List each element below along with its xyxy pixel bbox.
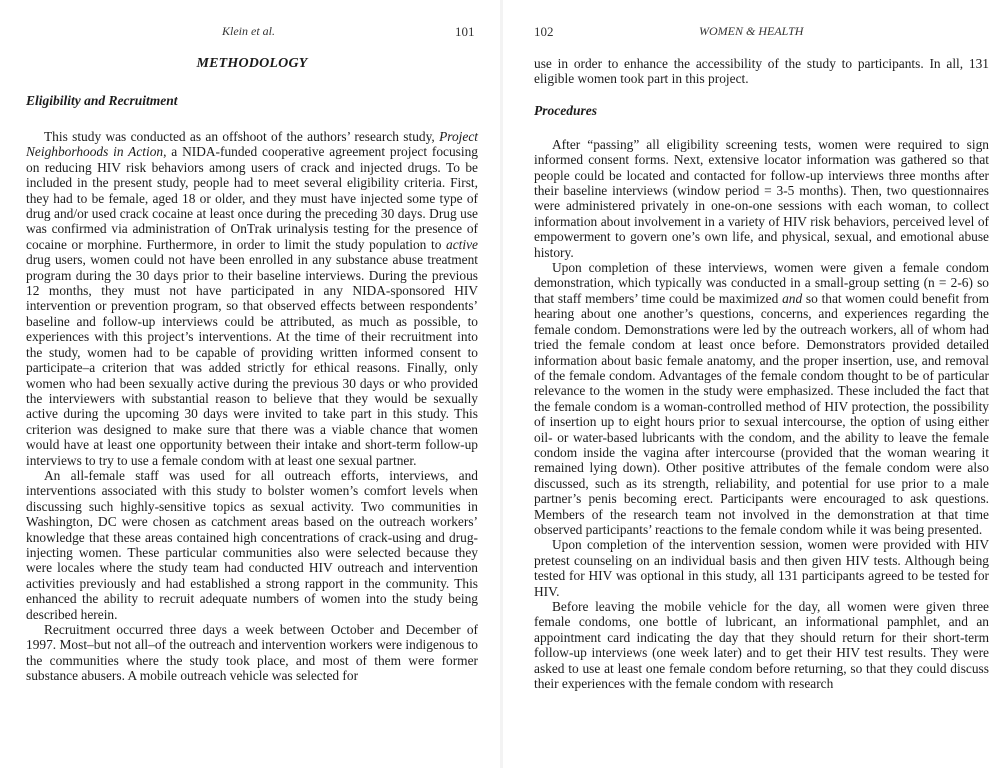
left-running-head: Klein et al. — [222, 24, 275, 38]
left-page — [0, 0, 500, 768]
paragraph: Before leaving the mobile vehicle for the day, all women were given three female condoms, one bottle of lubricant, an informational pamphlet, and an appointment card indicating the day that they should return for their short-term follow-up interviews (one week later) and to get their HIV test results. They were asked to use at least one female condom before returning, so that they could discuss their experiences with the female condom with research — [534, 599, 989, 692]
paragraph: Recruitment occurred three days a week between October and December of 1997. Most–but not all–of the outreach and intervention workers were indigenous to the communities where the study took place, and most of them were former substance abusers. A mobile outreach vehicle was selected for — [26, 622, 478, 684]
right-page-number: 102 — [534, 24, 554, 39]
paragraph: An all-female staff was used for all outreach efforts, interviews, and interventions associated with this study to bolster women’s comfort levels when discussing such highly-sensitive topics as sexual activity. Two communities in Washington, DC were chosen as catchment areas based on the outreach workers’ knowledge that these areas contained high concentrations of crack-using and drug-injecting women. These particular communities also were selected because they were locales where the study team had conducted HIV outreach and intervention activities previously and had established a strong rapport in the community. This enhanced the ability to recruit adequate numbers of women into the study being described herein. — [26, 467, 478, 622]
paragraph: After “passing” all eligibility screening tests, women were required to sign informed consent forms. Next, extensive locator information was gathered so that people could be located and contacted for follow-up interviews three months after their baseline interviews (window period = 3-5 months). Then, two questionnaires were administered privately in one-on-one sessions with each woman, to collect information about involvement in a variety of HIV risk behaviors, perceived level of empowerment to govern one’s own life, and physical, sexual, and emotional abuse history. — [534, 136, 989, 260]
right-running-head: WOMEN & HEALTH — [699, 24, 804, 38]
left-page-number: 101 — [455, 24, 475, 39]
subheading-eligibility: Eligibility and Recruitment — [26, 93, 178, 108]
section-heading: METHODOLOGY — [196, 56, 308, 71]
paragraph: Upon completion of these interviews, women were given a female condom demonstration, which typically was conducted in a small-group setting (n = 2-6) so that staff members’ time could be maximized and so that women could benefit from hearing about one another’s questions, concerns, and experiences regarding the female condom. Demonstrations were led by the outreach workers, all of whom had tried the female condom at least once before. Demonstrators provided detailed information about basic female anatomy, and the proper insertion, use, and removal of the female condom. Advantages of the female condom thought to be of particular relevance to the women in the study were emphasized. These included the fact that the female condom is a woman-controlled method of HIV protection, the possibility of insertion up to eight hours prior to sexual intercourse, the option of using either oil- or water-based lubricants with the condom, and the ability to leave the female condom inside the vagina after intercourse (provided that the woman wearing it remained lying down). Other positive attributes of the female condom were also discussed, such as its strength, reliability, and potential for use prior to a male partner’s penis becoming erect. Participants were encouraged to ask questions. Members of the research team not involved in the demonstration at that time observed participants’ reactions to the female condom while it was being presented. — [534, 260, 989, 537]
paragraph: Upon completion of the intervention session, women were provided with HIV pretest counseling on an individual basis and then given HIV tests. Although being tested for HIV was optional in this study, all 131 participants agreed to be tested for HIV. — [534, 537, 989, 599]
right-page-body — [534, 56, 989, 691]
right-page — [503, 0, 1008, 768]
continued-paragraph: use in order to enhance the accessibility of the study to participants. In all, 131 eligible women took part in this project. — [534, 56, 989, 87]
subheading-procedures: Procedures — [534, 102, 597, 118]
left-page-body — [26, 56, 478, 684]
paragraph: This study was conducted as an offshoot of the authors’ research study, Project Neighborhoods in Action, a NIDA-funded cooperative agreement project focusing on reducing HIV risk behaviors among users of crack and injected drugs. To be included in the present study, people had to meet several eligibility criteria. First, they had to be female, aged 18 or older, and they must have injected some type of drug and/or used crack cocaine at least once during the preceding 30 days. Drug use was confirmed via administration of OnTrak urinalysis testing for the presence of cocaine or morphine. Furthermore, in order to limit the study population to active drug users, women could not have been enrolled in any substance abuse treatment program during the 30 days prior to their baseline interviews. During the previous 12 months, they must not have participated in any NIDA-sponsored HIV intervention or prevention program, so that observed effects between respondents’ baseline and follow-up interviews could be attributed, as much as possible, to experiences with this project’s interventions. At the time of their recruitment into the study, women had to be capable of providing written informed consent to participate–a criterion that was added strictly for ethical reasons. Finally, only women who had been sexually active during the previous 30 days or who provided the interviewers with substantial reason to believe that they would be sexually active during the upcoming 30 days were invited to take part in this study. This criterion was designed to make sure that there was a viable chance that women would have at least one opportunity between their intake and short-term follow-up interviews to try to use a female condom with at least one sexual partner. — [26, 129, 478, 468]
